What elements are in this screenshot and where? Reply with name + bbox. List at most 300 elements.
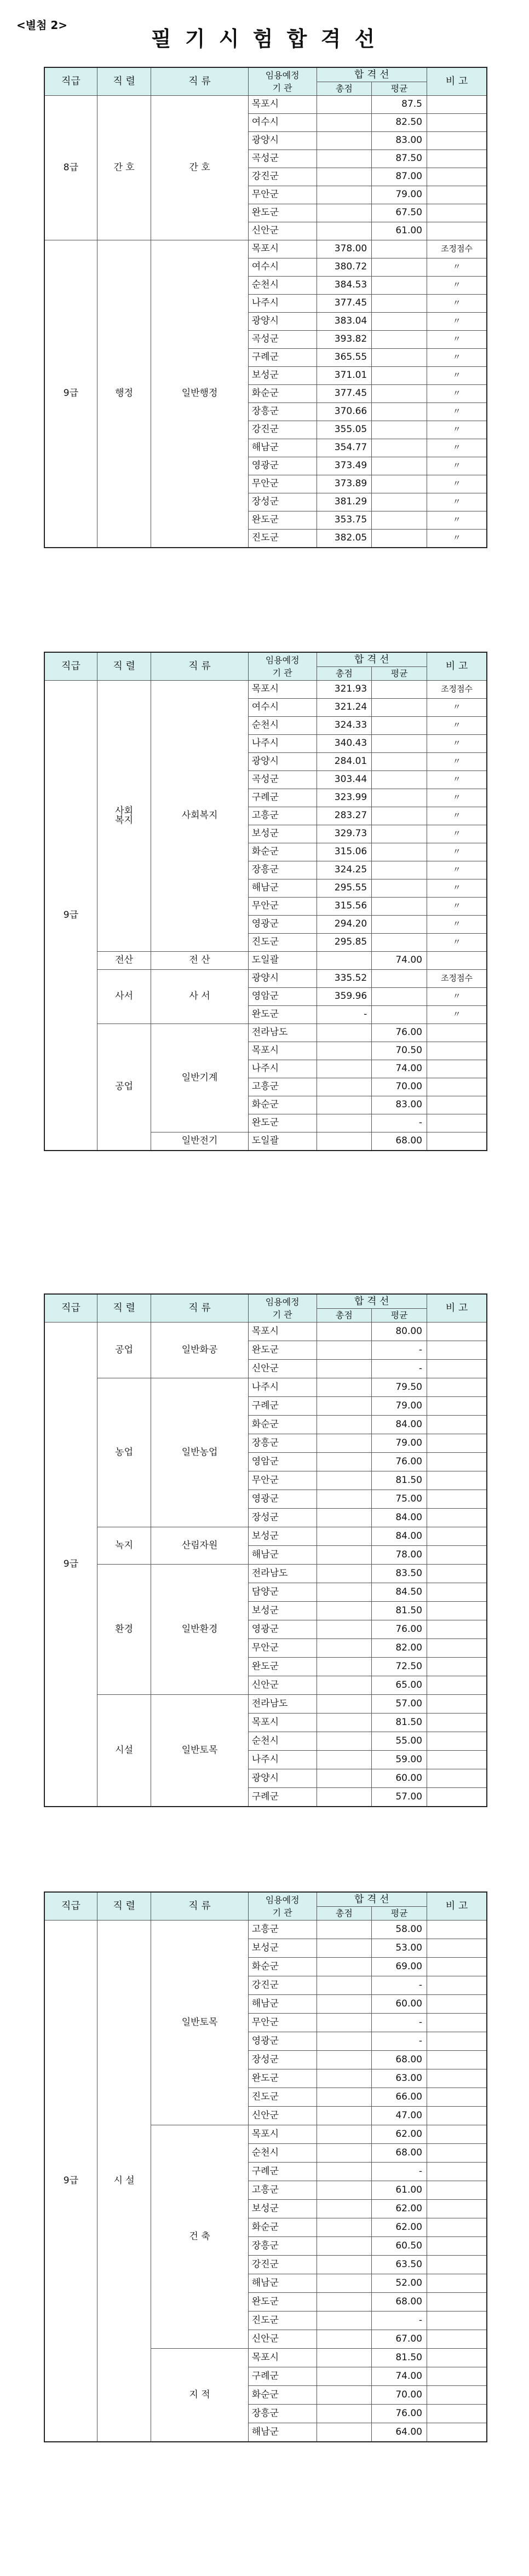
avg-cell: 79.00 bbox=[372, 1396, 427, 1415]
total-cell: 377.45 bbox=[317, 294, 372, 312]
total-cell: 284.01 bbox=[317, 752, 372, 771]
org-cell: 강진군 bbox=[248, 1976, 317, 1994]
total-cell bbox=[317, 1657, 372, 1676]
total-cell bbox=[317, 1396, 372, 1415]
note-cell bbox=[427, 2423, 487, 2442]
org-cell: 완도군 bbox=[248, 2292, 317, 2311]
avg-cell: 70.50 bbox=[372, 1042, 427, 1060]
note-cell bbox=[427, 2013, 487, 2032]
avg-cell: 67.50 bbox=[372, 204, 427, 222]
org-cell: 장성군 bbox=[248, 1508, 317, 1527]
note-cell bbox=[427, 186, 487, 204]
org-cell: 구례군 bbox=[248, 1396, 317, 1415]
avg-cell: 76.00 bbox=[372, 1620, 427, 1638]
note-cell bbox=[427, 1060, 487, 1078]
org-cell: 보성군 bbox=[248, 1939, 317, 1957]
note-cell: 〃 bbox=[427, 789, 487, 807]
org-cell: 목포시 bbox=[248, 1713, 317, 1732]
note-cell bbox=[427, 1657, 487, 1676]
org-cell: 나주시 bbox=[248, 734, 317, 752]
org-cell: 신안군 bbox=[248, 2330, 317, 2348]
total-cell bbox=[317, 2162, 372, 2181]
note-cell bbox=[427, 1920, 487, 1939]
org-cell: 강진군 bbox=[248, 421, 317, 439]
org-cell: 장성군 bbox=[248, 493, 317, 511]
total-cell bbox=[317, 1676, 372, 1694]
avg-cell: 80.00 bbox=[372, 1322, 427, 1341]
header-org-top: 임용예정 bbox=[265, 654, 300, 665]
avg-cell: 84.50 bbox=[372, 1583, 427, 1601]
org-cell: 무안군 bbox=[248, 475, 317, 493]
avg-cell bbox=[372, 421, 427, 439]
note-cell bbox=[427, 2069, 487, 2088]
avg-cell: - bbox=[372, 1341, 427, 1359]
avg-cell: 76.00 bbox=[372, 1452, 427, 1471]
total-cell bbox=[317, 1769, 372, 1787]
total-cell: 295.85 bbox=[317, 933, 372, 951]
total-cell bbox=[317, 2013, 372, 2032]
org-cell: 완도군 bbox=[248, 1341, 317, 1359]
avg-cell: 69.00 bbox=[372, 1957, 427, 1976]
note-cell bbox=[427, 2292, 487, 2311]
header-cutoff: 합 격 선 bbox=[317, 652, 427, 666]
avg-cell: 63.50 bbox=[372, 2255, 427, 2274]
org-cell: 목포시 bbox=[248, 95, 317, 113]
total-cell bbox=[317, 1527, 372, 1545]
avg-cell: 72.50 bbox=[372, 1657, 427, 1676]
avg-cell bbox=[372, 511, 427, 529]
total-cell: 340.43 bbox=[317, 734, 372, 752]
note-cell: 조정점수 bbox=[427, 240, 487, 258]
total-cell bbox=[317, 1359, 372, 1378]
series-cell: 녹지 bbox=[97, 1527, 151, 1564]
avg-cell bbox=[372, 366, 427, 384]
header-note: 비 고 bbox=[427, 652, 487, 680]
avg-cell: 81.50 bbox=[372, 1713, 427, 1732]
org-cell: 무안군 bbox=[248, 1471, 317, 1490]
avg-cell: 65.00 bbox=[372, 1676, 427, 1694]
total-cell: 295.55 bbox=[317, 879, 372, 897]
total-cell: 303.44 bbox=[317, 771, 372, 789]
total-cell bbox=[317, 1638, 372, 1657]
total-cell bbox=[317, 951, 372, 969]
header-org bbox=[248, 1294, 317, 1322]
org-cell: 강진군 bbox=[248, 2255, 317, 2274]
total-cell: 354.77 bbox=[317, 439, 372, 457]
avg-cell: 68.00 bbox=[372, 1132, 427, 1151]
note-cell: 〃 bbox=[427, 987, 487, 1005]
note-cell bbox=[427, 1132, 487, 1151]
avg-cell: - bbox=[372, 2013, 427, 2032]
avg-cell bbox=[372, 843, 427, 861]
avg-cell: 74.00 bbox=[372, 951, 427, 969]
avg-cell: 82.00 bbox=[372, 1638, 427, 1657]
total-cell bbox=[317, 2069, 372, 2088]
total-cell bbox=[317, 2236, 372, 2255]
total-cell bbox=[317, 1564, 372, 1583]
org-cell: 영암군 bbox=[248, 987, 317, 1005]
avg-cell: 81.50 bbox=[372, 1471, 427, 1490]
note-cell bbox=[427, 1322, 487, 1341]
header-total: 총점 bbox=[317, 1308, 372, 1322]
category-cell: 일반농업 bbox=[151, 1378, 248, 1527]
org-cell: 무안군 bbox=[248, 897, 317, 915]
table-row bbox=[44, 240, 487, 258]
total-cell bbox=[317, 2385, 372, 2404]
note-cell bbox=[427, 2330, 487, 2348]
note-cell: 〃 bbox=[427, 897, 487, 915]
note-cell: 〃 bbox=[427, 716, 487, 734]
total-cell bbox=[317, 2292, 372, 2311]
avg-cell bbox=[372, 258, 427, 276]
org-cell: 광양시 bbox=[248, 131, 317, 150]
org-cell: 고흥군 bbox=[248, 1078, 317, 1096]
org-cell: 전라남도 bbox=[248, 1024, 317, 1042]
avg-cell bbox=[372, 734, 427, 752]
category-cell: 건 축 bbox=[151, 2125, 248, 2348]
avg-cell: 62.00 bbox=[372, 2199, 427, 2218]
avg-cell: 57.00 bbox=[372, 1787, 427, 1807]
note-cell bbox=[427, 1378, 487, 1396]
note-cell: 〃 bbox=[427, 879, 487, 897]
note-cell: 〃 bbox=[427, 475, 487, 493]
avg-cell bbox=[372, 879, 427, 897]
org-cell: 보성군 bbox=[248, 366, 317, 384]
note-cell bbox=[427, 2032, 487, 2050]
note-cell bbox=[427, 1994, 487, 2013]
note-cell: 조정점수 bbox=[427, 969, 487, 987]
avg-cell: 83.00 bbox=[372, 131, 427, 150]
org-cell: 도일괄 bbox=[248, 951, 317, 969]
series-cell: 행정 bbox=[97, 240, 151, 548]
avg-cell: 66.00 bbox=[372, 2088, 427, 2106]
note-cell bbox=[427, 1396, 487, 1415]
grade-cell: 9급 bbox=[44, 1920, 97, 2442]
note-cell bbox=[427, 1114, 487, 1132]
org-cell: 곡성군 bbox=[248, 150, 317, 168]
category-cell: 산림자원 bbox=[151, 1527, 248, 1564]
org-cell: 목포시 bbox=[248, 1042, 317, 1060]
header-category: 직 류 bbox=[151, 1294, 248, 1322]
org-cell: 목포시 bbox=[248, 2348, 317, 2367]
avg-cell: - bbox=[372, 2311, 427, 2330]
header-cutoff: 합 격 선 bbox=[317, 1294, 427, 1308]
note-cell: 〃 bbox=[427, 771, 487, 789]
note-cell: 〃 bbox=[427, 915, 487, 933]
avg-cell bbox=[372, 987, 427, 1005]
note-cell bbox=[427, 1601, 487, 1620]
total-cell bbox=[317, 2143, 372, 2162]
org-cell: 순천시 bbox=[248, 2143, 317, 2162]
note-cell bbox=[427, 2088, 487, 2106]
total-cell bbox=[317, 2330, 372, 2348]
note-cell bbox=[427, 1078, 487, 1096]
total-cell bbox=[317, 2106, 372, 2125]
total-cell bbox=[317, 1583, 372, 1601]
cutoff-table-3 bbox=[44, 1293, 487, 1807]
org-cell: 도일괄 bbox=[248, 1132, 317, 1151]
total-cell: 315.06 bbox=[317, 843, 372, 861]
note-cell bbox=[427, 1620, 487, 1638]
cutoff-table-1 bbox=[44, 67, 487, 548]
note-cell bbox=[427, 113, 487, 131]
avg-cell bbox=[372, 752, 427, 771]
total-cell bbox=[317, 131, 372, 150]
org-cell: 완도군 bbox=[248, 2069, 317, 2088]
total-cell: 373.49 bbox=[317, 457, 372, 475]
avg-cell bbox=[372, 330, 427, 348]
org-cell: 목포시 bbox=[248, 1322, 317, 1341]
total-cell: 383.04 bbox=[317, 312, 372, 330]
org-cell: 고흥군 bbox=[248, 807, 317, 825]
org-cell: 영광군 bbox=[248, 1620, 317, 1638]
table-row bbox=[44, 951, 487, 969]
avg-cell: 52.00 bbox=[372, 2274, 427, 2292]
avg-cell: 83.00 bbox=[372, 1096, 427, 1114]
avg-cell: 87.50 bbox=[372, 150, 427, 168]
total-cell: 323.99 bbox=[317, 789, 372, 807]
org-cell: 목포시 bbox=[248, 2125, 317, 2143]
total-cell bbox=[317, 150, 372, 168]
total-cell bbox=[317, 113, 372, 131]
note-cell bbox=[427, 1341, 487, 1359]
series-cell: 농업 bbox=[97, 1378, 151, 1527]
note-cell bbox=[427, 131, 487, 150]
total-cell: 294.20 bbox=[317, 915, 372, 933]
total-cell bbox=[317, 1976, 372, 1994]
note-cell bbox=[427, 1471, 487, 1490]
total-cell bbox=[317, 2125, 372, 2143]
total-cell bbox=[317, 1341, 372, 1359]
org-cell: 영광군 bbox=[248, 2032, 317, 2050]
total-cell bbox=[317, 1114, 372, 1132]
avg-cell: 60.00 bbox=[372, 1769, 427, 1787]
avg-cell: 82.50 bbox=[372, 113, 427, 131]
header-category: 직 류 bbox=[151, 67, 248, 95]
total-cell: 324.25 bbox=[317, 861, 372, 879]
total-cell bbox=[317, 1545, 372, 1564]
avg-cell bbox=[372, 861, 427, 879]
note-cell bbox=[427, 2236, 487, 2255]
total-cell bbox=[317, 1471, 372, 1490]
org-cell: 보성군 bbox=[248, 2199, 317, 2218]
note-cell: 〃 bbox=[427, 861, 487, 879]
note-cell bbox=[427, 1694, 487, 1713]
avg-cell: 55.00 bbox=[372, 1732, 427, 1750]
total-cell bbox=[317, 1452, 372, 1471]
note-cell bbox=[427, 1939, 487, 1957]
page-title: 필 기 시 험 합 격 선 bbox=[151, 27, 378, 51]
header-avg: 평균 bbox=[372, 1906, 427, 1920]
note-cell bbox=[427, 2367, 487, 2385]
header-org-top: 임용예정 bbox=[265, 70, 300, 81]
total-cell bbox=[317, 1620, 372, 1638]
org-cell: 장흥군 bbox=[248, 861, 317, 879]
avg-cell bbox=[372, 312, 427, 330]
org-cell: 여수시 bbox=[248, 258, 317, 276]
org-cell: 해남군 bbox=[248, 2274, 317, 2292]
org-cell: 신안군 bbox=[248, 2106, 317, 2125]
org-cell: 해남군 bbox=[248, 1545, 317, 1564]
category-cell: 일반토목 bbox=[151, 1920, 248, 2125]
avg-cell: - bbox=[372, 1359, 427, 1378]
header-org-bottom: 기 관 bbox=[272, 82, 292, 93]
org-cell: 화순군 bbox=[248, 384, 317, 403]
header-org-bottom: 기 관 bbox=[272, 1309, 292, 1320]
org-cell: 신안군 bbox=[248, 1359, 317, 1378]
org-cell: 영광군 bbox=[248, 915, 317, 933]
note-cell: 〃 bbox=[427, 807, 487, 825]
avg-cell: - bbox=[372, 1976, 427, 1994]
total-cell: 393.82 bbox=[317, 330, 372, 348]
avg-cell: 74.00 bbox=[372, 2367, 427, 2385]
total-cell bbox=[317, 1732, 372, 1750]
note-cell bbox=[427, 1676, 487, 1694]
note-cell bbox=[427, 2199, 487, 2218]
note-cell: 〃 bbox=[427, 1005, 487, 1024]
table-row bbox=[44, 1527, 487, 1545]
note-cell bbox=[427, 1359, 487, 1378]
total-cell: 355.05 bbox=[317, 421, 372, 439]
org-cell: 보성군 bbox=[248, 1527, 317, 1545]
avg-cell: 60.50 bbox=[372, 2236, 427, 2255]
header-org bbox=[248, 1892, 317, 1920]
grade-cell: 9급 bbox=[44, 680, 97, 1151]
org-cell: 광양시 bbox=[248, 969, 317, 987]
total-cell bbox=[317, 222, 372, 240]
org-cell: 여수시 bbox=[248, 698, 317, 716]
org-cell: 순천시 bbox=[248, 276, 317, 294]
avg-cell bbox=[372, 276, 427, 294]
category-cell: 사 서 bbox=[151, 969, 248, 1024]
avg-cell: 63.00 bbox=[372, 2069, 427, 2088]
total-cell: 329.73 bbox=[317, 825, 372, 843]
category-cell: 일반기계 bbox=[151, 1024, 248, 1132]
header-org-bottom: 기 관 bbox=[272, 1907, 292, 1918]
total-cell bbox=[317, 1042, 372, 1060]
note-cell: 〃 bbox=[427, 843, 487, 861]
header-grade: 직급 bbox=[44, 1892, 97, 1920]
total-cell bbox=[317, 1787, 372, 1807]
header-total: 총점 bbox=[317, 1906, 372, 1920]
org-cell: 완도군 bbox=[248, 511, 317, 529]
total-cell: 378.00 bbox=[317, 240, 372, 258]
avg-cell: 57.00 bbox=[372, 1694, 427, 1713]
org-cell: 진도군 bbox=[248, 2088, 317, 2106]
note-cell: 〃 bbox=[427, 348, 487, 366]
total-cell: 377.45 bbox=[317, 384, 372, 403]
total-cell bbox=[317, 2311, 372, 2330]
table-row bbox=[44, 1378, 487, 1396]
org-cell: 해남군 bbox=[248, 439, 317, 457]
avg-cell: 47.00 bbox=[372, 2106, 427, 2125]
avg-cell: 87.00 bbox=[372, 168, 427, 186]
org-cell: 무안군 bbox=[248, 186, 317, 204]
org-cell: 완도군 bbox=[248, 1657, 317, 1676]
total-cell bbox=[317, 2255, 372, 2274]
category-cell: 사회복지 bbox=[151, 680, 248, 951]
org-cell: 나주시 bbox=[248, 1060, 317, 1078]
category-cell: 일반전기 bbox=[151, 1132, 248, 1151]
avg-cell: 61.00 bbox=[372, 222, 427, 240]
note-cell bbox=[427, 1583, 487, 1601]
note-cell bbox=[427, 2050, 487, 2069]
avg-cell: 62.00 bbox=[372, 2218, 427, 2236]
note-cell bbox=[427, 1415, 487, 1434]
avg-cell: - bbox=[372, 2162, 427, 2181]
category-cell: 일반화공 bbox=[151, 1322, 248, 1378]
avg-cell: 79.00 bbox=[372, 1434, 427, 1452]
table-row bbox=[44, 1920, 487, 1939]
org-cell: 화순군 bbox=[248, 1415, 317, 1434]
avg-cell bbox=[372, 439, 427, 457]
note-cell bbox=[427, 1732, 487, 1750]
total-cell bbox=[317, 1078, 372, 1096]
note-cell bbox=[427, 1713, 487, 1732]
header-cutoff: 합 격 선 bbox=[317, 67, 427, 82]
note-cell bbox=[427, 1638, 487, 1657]
table-row bbox=[44, 95, 487, 113]
note-cell bbox=[427, 2385, 487, 2404]
cutoff-table-4 bbox=[44, 1891, 487, 2442]
note-cell bbox=[427, 1452, 487, 1471]
category-cell: 일반행정 bbox=[151, 240, 248, 548]
total-cell: 365.55 bbox=[317, 348, 372, 366]
total-cell bbox=[317, 168, 372, 186]
avg-cell: - bbox=[372, 1114, 427, 1132]
category-cell: 전 산 bbox=[151, 951, 248, 969]
org-cell: 광양시 bbox=[248, 1769, 317, 1787]
category-cell: 일반토목 bbox=[151, 1694, 248, 1807]
note-cell: 조정점수 bbox=[427, 680, 487, 698]
series-cell: 시 설 bbox=[97, 1920, 151, 2442]
org-cell: 여수시 bbox=[248, 113, 317, 131]
total-cell: 315.56 bbox=[317, 897, 372, 915]
avg-cell bbox=[372, 897, 427, 915]
header-series: 직 렬 bbox=[97, 652, 151, 680]
total-cell: 321.24 bbox=[317, 698, 372, 716]
avg-cell bbox=[372, 384, 427, 403]
org-cell: 곡성군 bbox=[248, 771, 317, 789]
total-cell: - bbox=[317, 1005, 372, 1024]
note-cell: 〃 bbox=[427, 403, 487, 421]
table-row bbox=[44, 1694, 487, 1713]
avg-cell: 61.00 bbox=[372, 2181, 427, 2199]
avg-cell: 68.00 bbox=[372, 2292, 427, 2311]
total-cell: 373.89 bbox=[317, 475, 372, 493]
note-cell bbox=[427, 2106, 487, 2125]
note-cell bbox=[427, 1024, 487, 1042]
note-cell bbox=[427, 150, 487, 168]
org-cell: 무안군 bbox=[248, 1638, 317, 1657]
org-cell: 광양시 bbox=[248, 752, 317, 771]
total-cell bbox=[317, 1060, 372, 1078]
note-cell: 〃 bbox=[427, 529, 487, 548]
avg-cell bbox=[372, 933, 427, 951]
series-cell: 환경 bbox=[97, 1564, 151, 1694]
series-cell: 공업 bbox=[97, 1322, 151, 1378]
note-cell bbox=[427, 204, 487, 222]
total-cell: 381.29 bbox=[317, 493, 372, 511]
header-category: 직 류 bbox=[151, 652, 248, 680]
avg-cell: 75.00 bbox=[372, 1490, 427, 1508]
note-cell: 〃 bbox=[427, 933, 487, 951]
org-cell: 구례군 bbox=[248, 348, 317, 366]
note-cell bbox=[427, 1787, 487, 1807]
total-cell: 283.27 bbox=[317, 807, 372, 825]
note-cell bbox=[427, 2162, 487, 2181]
note-cell bbox=[427, 1490, 487, 1508]
